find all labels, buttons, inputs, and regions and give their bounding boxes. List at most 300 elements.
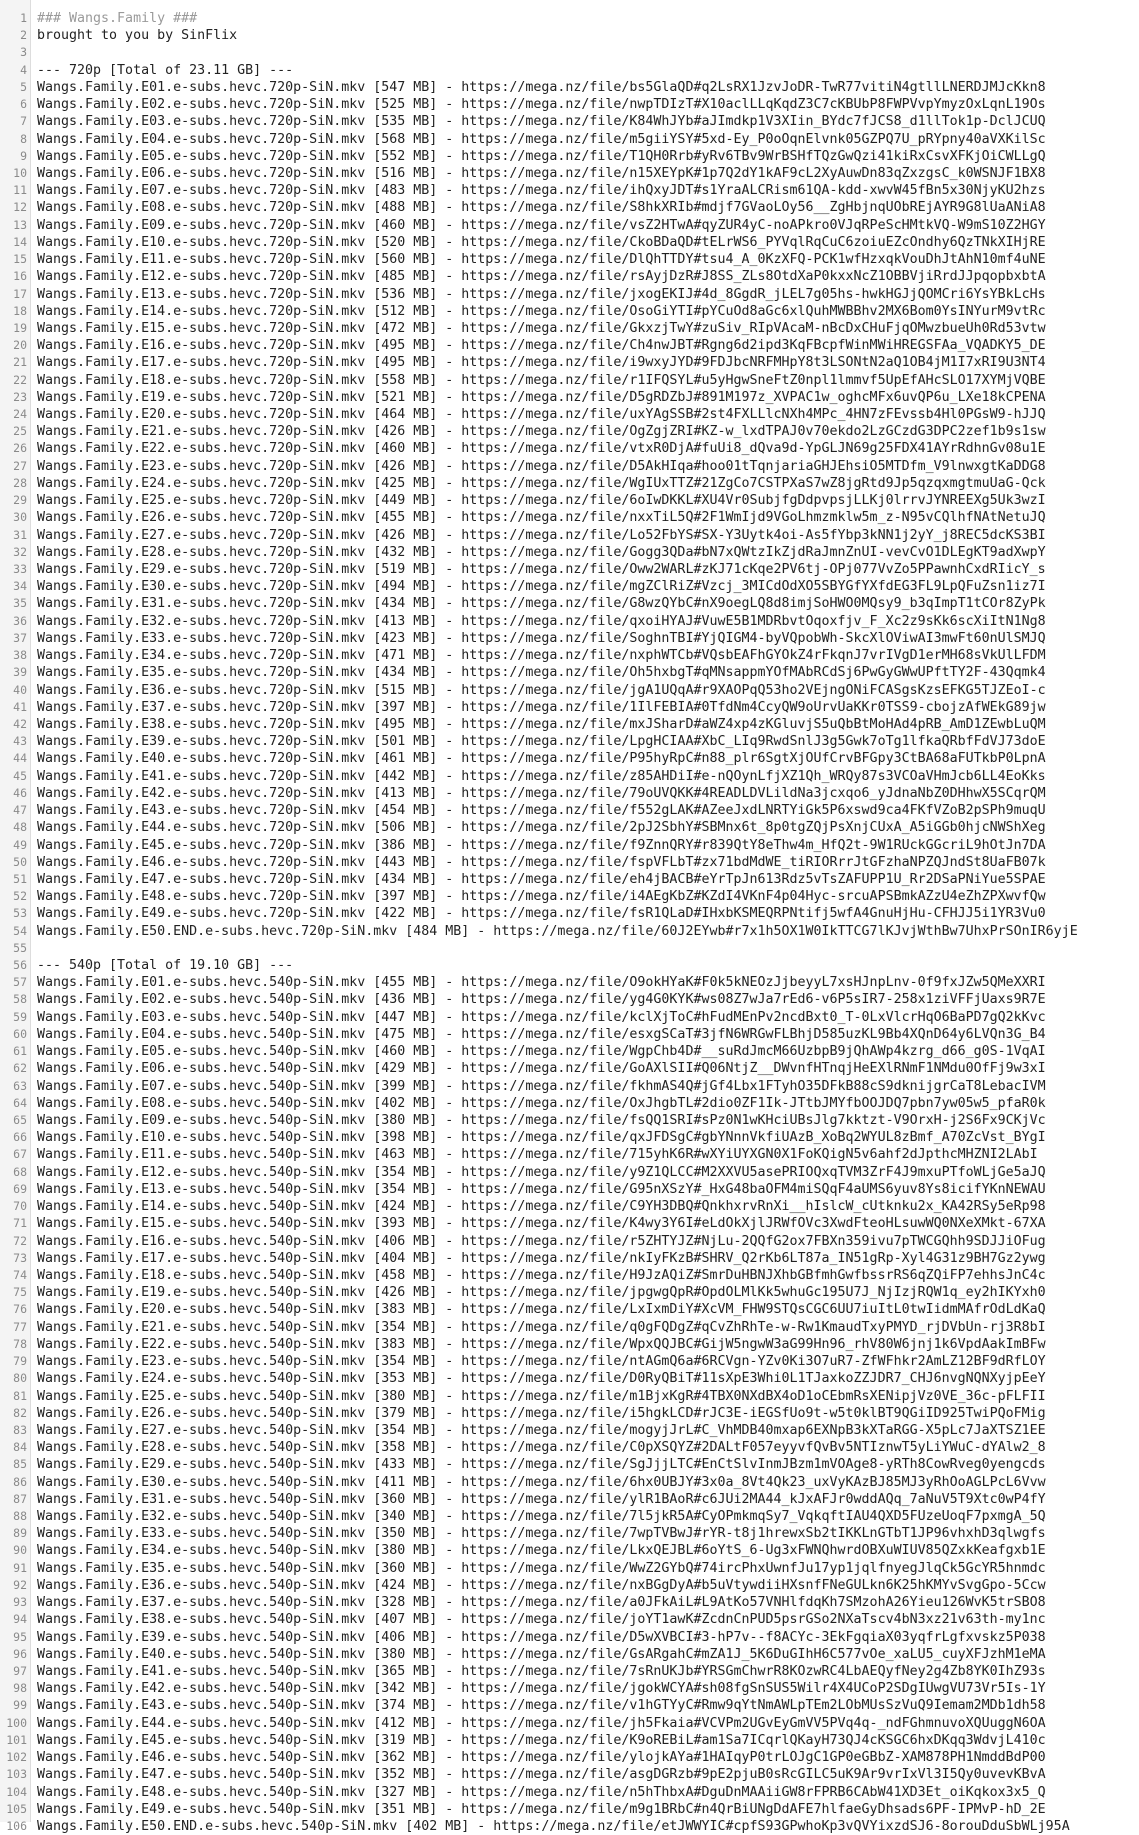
text-line[interactable] <box>0 1629 1139 1646</box>
text-line[interactable] <box>0 113 1139 130</box>
line-number: 58 <box>13 992 27 1007</box>
text-line[interactable] <box>0 578 1139 595</box>
line-number: 25 <box>13 424 27 439</box>
line-text: Wangs.Family.E46.e-subs.hevc.540p-SiN.mkv [362 MB] - https://mega.nz/file/ylojkAYa#1HAIqyP0trLOJgC1GP0eGBbZ-XAM878PH1NmddBdP00 <box>37 1750 1046 1766</box>
line-number: 51 <box>13 871 27 886</box>
line-number: 36 <box>13 613 27 628</box>
line-text: Wangs.Family.E19.e-subs.hevc.720p-SiN.mkv [521 MB] - https://mega.nz/file/D5gRDZbJ#891M197z_XVPAC1w_oghcMFx6uvQP6u_LXe18kCPENA <box>37 389 1046 405</box>
line-text: Wangs.Family.E41.e-subs.hevc.720p-SiN.mkv [442 MB] - https://mega.nz/file/z85AHDiI#e-nQOynLfjXZ1Qh_WRQy87s3VCOaVHmJcb6LL4EoKks <box>37 768 1046 784</box>
line-text: Wangs.Family.E15.e-subs.hevc.540p-SiN.mkv [393 MB] - https://mega.nz/file/K4wy3Y6I#eLdOkXjlJRWfOVc3XwdFteoHLsuwWQ0NXeXMkt-67XA <box>37 1216 1046 1232</box>
line-number: 33 <box>13 562 27 576</box>
text-line[interactable] <box>0 905 1139 922</box>
text-line[interactable] <box>0 1560 1139 1577</box>
line-text: Wangs.Family.E47.e-subs.hevc.540p-SiN.mkv [352 MB] - https://mega.nz/file/asgDGRzb#9pE2pjuB0sRcGILC5uK9Ar9vrIxVl3I5Qy0uvevKBvA <box>37 1767 1046 1783</box>
line-text: Wangs.Family.E24.e-subs.hevc.720p-SiN.mkv [425 MB] - https://mega.nz/file/WgIUxTTZ#21ZgCo7CSTPXaS7wZ8jgRtd9Jp5qzqxmgtmuUaG-Qck <box>37 475 1046 491</box>
text-line[interactable] <box>0 923 1139 940</box>
line-text: Wangs.Family.E02.e-subs.hevc.720p-SiN.mkv [525 MB] - https://mega.nz/file/nwpTDIzT#X10aclLLqKqdZ3C7cKBUbP8FWPVvpYmyzOxLqnL19Os <box>37 97 1046 113</box>
line-number: 2 <box>20 28 27 43</box>
line-text: Wangs.Family.E08.e-subs.hevc.540p-SiN.mkv [402 MB] - https://mega.nz/file/OxJhgbTL#2dio0ZF1Ik-JTtbJMYfbOOJDQ7pbn7yw05w5_pfaR0k <box>37 1095 1046 1111</box>
blank-line[interactable] <box>0 940 1139 957</box>
text-line[interactable] <box>0 1766 1139 1783</box>
line-text: Wangs.Family.E24.e-subs.hevc.540p-SiN.mkv [353 MB] - https://mega.nz/file/D0RyQBiT#11sXpE3Whi0L1TJaxkoZZJDR7_CHJ6nvgNQNXyjpEeY <box>37 1371 1046 1387</box>
text-line[interactable] <box>0 1784 1139 1801</box>
line-number: 93 <box>13 1595 27 1610</box>
text-line[interactable] <box>0 613 1139 630</box>
text-line[interactable] <box>0 1456 1139 1473</box>
line-text: Wangs.Family.E41.e-subs.hevc.540p-SiN.mkv [365 MB] - https://mega.nz/file/7sRnUKJb#YRSGmChwrR8KOzwRC4LbAEQyfNey2g4Zb8YK0IhZ93s <box>37 1664 1046 1679</box>
line-number: 5 <box>20 79 27 94</box>
line-text: Wangs.Family.E13.e-subs.hevc.720p-SiN.mkv [536 MB] - https://mega.nz/file/jxogEKIJ#4d_8GgdR_jLEL7g05hs-hwkHGJjQOMCri6YsYBkLcHs <box>37 286 1046 302</box>
line-number: 11 <box>13 183 27 198</box>
text-line[interactable] <box>0 337 1139 354</box>
line-text: Wangs.Family.E45.e-subs.hevc.540p-SiN.mkv [319 MB] - https://mega.nz/file/K9oREBiL#am1Sa7ICqrlQKayH73QJ4cKSGC6hxDKqq3WdvjL410c <box>37 1732 1046 1748</box>
line-text: Wangs.Family.E35.e-subs.hevc.720p-SiN.mkv [434 MB] - https://mega.nz/file/Oh5hxbgT#qMNsappmYOfMAbRCdSj6PwGyGWwUPftTY2F-43Qqmk4 <box>37 665 1046 681</box>
line-number: 68 <box>13 1164 27 1179</box>
text-line[interactable] <box>0 1715 1139 1732</box>
line-number: 14 <box>13 234 27 249</box>
line-number: 23 <box>13 389 27 404</box>
line-number: 72 <box>13 1233 27 1248</box>
text-line[interactable] <box>0 1422 1139 1439</box>
line-number: 100 <box>6 1715 27 1730</box>
line-text: Wangs.Family.E37.e-subs.hevc.540p-SiN.mkv [328 MB] - https://mega.nz/file/a0JFkAiL#L9AtKo57VNHlfdqKh7SMzohA26Yieu126WvK5trSBO8 <box>37 1595 1046 1611</box>
line-text: Wangs.Family.E09.e-subs.hevc.720p-SiN.mkv [460 MB] - https://mega.nz/file/vsZ2HTwA#qyZUR4yC-noAPkro0VJqRPeScHMtkVQ-W9mS10Z2HGY <box>37 217 1046 233</box>
text-line[interactable] <box>0 1577 1139 1594</box>
text-line[interactable] <box>0 561 1139 578</box>
line-number: 17 <box>13 286 27 301</box>
line-text: Wangs.Family.E48.e-subs.hevc.540p-SiN.mkv [327 MB] - https://mega.nz/file/n5hThbxA#DguDnMAAiiGW8rFPRB6CAbW41XD3Et_oiKqkox3x5_Q <box>37 1784 1046 1800</box>
line-text: Wangs.Family.E13.e-subs.hevc.540p-SiN.mkv [354 MB] - https://mega.nz/file/G95nXSzY#_HxG48baOFM4miSQqF4aUMS6yuv8Ys8icifYKnNEWAU <box>37 1181 1046 1197</box>
line-number: 66 <box>13 1130 27 1145</box>
line-text: Wangs.Family.E43.e-subs.hevc.720p-SiN.mkv [454 MB] - https://mega.nz/file/f552gLAK#AZeeJxdLNRTYiGk5P6xswd9ca4FKfVZoB2pSPh9muqU <box>37 803 1046 819</box>
text-line[interactable] <box>0 1439 1139 1456</box>
line-text: Wangs.Family.E48.e-subs.hevc.720p-SiN.mkv [397 MB] - https://mega.nz/file/i4AEgKbZ#KZdI4VKnF4p04Hyc-srcuAPSBmkAZzU4eZhZPXwvfQw <box>37 889 1046 905</box>
line-number: 92 <box>13 1577 27 1592</box>
line-number: 81 <box>13 1388 27 1403</box>
text-line[interactable] <box>0 492 1139 509</box>
line-number: 71 <box>13 1216 27 1231</box>
text-line[interactable] <box>0 1388 1139 1405</box>
line-text: Wangs.Family.E25.e-subs.hevc.540p-SiN.mkv [380 MB] - https://mega.nz/file/m1BjxKgR#4TBX0NXdBX4oD1oCEbmRsXENipjVz0VE_36c-pFLFII <box>37 1388 1046 1404</box>
text-line[interactable] <box>0 733 1139 750</box>
line-number: 3 <box>20 45 27 60</box>
line-number: 4 <box>20 62 27 77</box>
line-text: Wangs.Family.E11.e-subs.hevc.720p-SiN.mkv [560 MB] - https://mega.nz/file/DlQhTTDY#tsu4_A_0KzXFQ-PCK1wfHzxqkVouDhJtAhN10mf4uNE <box>37 252 1046 268</box>
text-line[interactable] <box>0 1129 1139 1146</box>
line-number: 12 <box>13 200 27 215</box>
text-line[interactable] <box>0 871 1139 888</box>
line-number: 89 <box>13 1526 27 1541</box>
line-number: 34 <box>13 579 27 594</box>
text-line[interactable] <box>0 1370 1139 1387</box>
text-line[interactable] <box>0 544 1139 561</box>
line-text: Wangs.Family.E02.e-subs.hevc.540p-SiN.mkv [436 MB] - https://mega.nz/file/yg4G0KYK#ws08Z7wJa7rEd6-v6P5sIR7-258x1ziVFFjUaxs9R7E <box>37 992 1046 1008</box>
line-text: Wangs.Family.E42.e-subs.hevc.720p-SiN.mkv [413 MB] - https://mega.nz/file/79oUVQKK#4READLDVLildNa3jcxqo6_yJdnaNbZ0DHhwX5SCqrQM <box>37 785 1046 801</box>
line-text: Wangs.Family.E06.e-subs.hevc.720p-SiN.mkv [516 MB] - https://mega.nz/file/n15XEYpK#1p7Q2dY1kAF9cL2XyAuwDn83qZxzgsC_k0WSNJF1BX8 <box>37 165 1046 181</box>
text-line[interactable] <box>0 1026 1139 1043</box>
line-number: 70 <box>13 1199 27 1214</box>
line-text: Wangs.Family.E20.e-subs.hevc.540p-SiN.mkv [383 MB] - https://mega.nz/file/LxIxmDiY#XcVM_FHW9STQsCGC6UU7iuItL0twIidmMAfrOdLdKaQ <box>37 1302 1046 1318</box>
line-text: Wangs.Family.E21.e-subs.hevc.540p-SiN.mkv [354 MB] - https://mega.nz/file/q0gFQDgZ#qCvZhRhTe-w-Rw1KmaudTxyPMYD_rjDVbUn-rj3R8bI <box>37 1319 1046 1335</box>
text-line[interactable] <box>0 1043 1139 1060</box>
line-text: Wangs.Family.E10.e-subs.hevc.540p-SiN.mkv [398 MB] - https://mega.nz/file/qxJFDSgC#gbYNnnVkfiUAzB_XoBq2WYUL8zBmf_A70ZcVst_BYgI <box>37 1130 1046 1146</box>
line-text: Wangs.Family.E26.e-subs.hevc.540p-SiN.mkv [379 MB] - https://mega.nz/file/i5hgkLCD#rJC3E-iEGSfUo9t-w5t0klBT9QGiID925TwiPQoFMig <box>37 1405 1046 1421</box>
line-text: Wangs.Family.E47.e-subs.hevc.720p-SiN.mkv [434 MB] - https://mega.nz/file/eh4jBACB#eYrTpJn613Rdz5vTsZAFUPP1U_Rr2DSaPNiYue5SPAE <box>37 871 1046 887</box>
text-line[interactable] <box>0 1233 1139 1250</box>
line-number: 50 <box>13 854 27 869</box>
line-number: 35 <box>13 596 27 611</box>
line-text: Wangs.Family.E03.e-subs.hevc.540p-SiN.mkv [447 MB] - https://mega.nz/file/kclXjToC#hFudMEnPv2ncdBxt0_T-0LxVlcrHqO6BaPD7gQ2kKvc <box>37 1009 1046 1025</box>
text-line[interactable] <box>0 1112 1139 1129</box>
line-text: Wangs.Family.E15.e-subs.hevc.720p-SiN.mkv [472 MB] - https://mega.nz/file/GkxzjTwY#zuSiv_RIpVAcaM-nBcDxCHuFjqOMwzbueUh0Rd53vtw <box>37 320 1046 336</box>
line-number: 10 <box>13 165 27 180</box>
line-number: 28 <box>13 475 27 490</box>
line-text: Wangs.Family.E19.e-subs.hevc.540p-SiN.mkv [426 MB] - https://mega.nz/file/jpgwgQpR#OpdOLMlKk5whuGc195U7J_NjIzjRQW1q_ey2hIKYxh0 <box>37 1285 1046 1301</box>
line-text: Wangs.Family.E28.e-subs.hevc.540p-SiN.mkv [358 MB] - https://mega.nz/file/C0pXSQYZ#2DALtF057eyyvfQvBv5NTIznwT5yLiYWuC-dYAlw2_8 <box>37 1440 1046 1456</box>
line-number: 39 <box>13 665 27 680</box>
line-number: 104 <box>6 1784 27 1799</box>
line-text: Wangs.Family.E39.e-subs.hevc.720p-SiN.mkv [501 MB] - https://mega.nz/file/LpgHCIAA#XbC_LIq9RwdSnlJ3g5Gwk7oTg1lfkaQRbfFdVJ73doE <box>37 734 1046 750</box>
line-number: 54 <box>13 923 27 938</box>
line-text: Wangs.Family.E22.e-subs.hevc.720p-SiN.mkv [460 MB] - https://mega.nz/file/vtxR0DjA#fuUi8_dQva9d-YpGLJN69g25FDX41AYrRdhnGv08u1E <box>37 441 1046 457</box>
line-number: 63 <box>13 1078 27 1093</box>
text-line[interactable] <box>0 819 1139 836</box>
text-line[interactable] <box>0 595 1139 612</box>
line-number: 37 <box>13 630 27 645</box>
text-line[interactable] <box>0 1405 1139 1422</box>
line-number: 47 <box>13 803 27 818</box>
line-text: Wangs.Family.E04.e-subs.hevc.540p-SiN.mkv [475 MB] - https://mega.nz/file/esxgSCaT#3jfN6WRGwFLBhjD585uzKL9Bb4XQnD64y6LVQn3G_B4 <box>37 1026 1046 1042</box>
text-line[interactable] <box>0 1198 1139 1215</box>
text-line[interactable] <box>0 423 1139 440</box>
text-line[interactable] <box>0 96 1139 113</box>
line-text: Wangs.Family.E42.e-subs.hevc.540p-SiN.mkv [342 MB] - https://mega.nz/file/jgokWCYA#sh08fgSnSUS5Wilr4X4UCoP2SDgIUwgVU73Vr5Is-1Y <box>37 1681 1046 1697</box>
text-line[interactable] <box>0 1611 1139 1628</box>
line-text: Wangs.Family.E30.e-subs.hevc.540p-SiN.mkv [411 MB] - https://mega.nz/file/6hx0UBJY#3x0a_8Vt4Qk23_uxVyKAzBJ85MJ3yRhOoAGLPcL6Vvw <box>37 1474 1046 1490</box>
line-number: 91 <box>13 1560 27 1575</box>
line-number: 102 <box>6 1750 27 1765</box>
text-line[interactable] <box>0 1474 1139 1491</box>
line-number: 57 <box>13 975 27 990</box>
line-text: brought to you by SinFlix <box>37 28 238 44</box>
line-number: 96 <box>13 1646 27 1661</box>
text-line[interactable] <box>0 234 1139 251</box>
line-text: Wangs.Family.E05.e-subs.hevc.720p-SiN.mkv [552 MB] - https://mega.nz/file/T1QH0Rrb#yRv6TBv9WrBSHfTQzGwQzi41kiRxCsvXFKjOiCWLLgQ <box>37 148 1046 164</box>
line-text: Wangs.Family.E25.e-subs.hevc.720p-SiN.mkv [449 MB] - https://mega.nz/file/6oIwDKKL#XU4Vr0SubjfgDdpvpsjLLKj0lrrvJYNREEXg5Uk3wzI <box>37 493 1046 509</box>
text-line[interactable] <box>0 1697 1139 1714</box>
line-number: 83 <box>13 1422 27 1437</box>
text-line[interactable] <box>0 1267 1139 1284</box>
line-number: 94 <box>13 1612 27 1627</box>
text-line[interactable] <box>0 1284 1139 1301</box>
line-number: 13 <box>13 217 27 232</box>
line-text: Wangs.Family.E20.e-subs.hevc.720p-SiN.mkv [464 MB] - https://mega.nz/file/uxYAgSSB#2st4FXLLlcNXh4MPc_4HN7zFEvssb4Hl0PGsW9-hJJQ <box>37 407 1046 423</box>
line-number: 26 <box>13 441 27 456</box>
line-number: 21 <box>13 355 27 370</box>
line-number: 85 <box>13 1457 27 1472</box>
line-number: 31 <box>13 527 27 542</box>
line-number: 7 <box>20 114 27 129</box>
line-number: 29 <box>13 493 27 508</box>
text-line[interactable] <box>0 991 1139 1008</box>
text-line[interactable] <box>0 974 1139 991</box>
text-line[interactable] <box>0 440 1139 457</box>
line-text: Wangs.Family.E30.e-subs.hevc.720p-SiN.mkv [494 MB] - https://mega.nz/file/mgZClRiZ#Vzcj_3MICdOdXO5SBYGfYXfdEG3FL9LpQFuZsn1iz7I <box>37 579 1046 595</box>
line-number: 43 <box>13 734 27 749</box>
line-number: 42 <box>13 716 27 731</box>
line-number: 48 <box>13 820 27 835</box>
text-line[interactable] <box>0 1663 1139 1680</box>
line-text: Wangs.Family.E10.e-subs.hevc.720p-SiN.mkv [520 MB] - https://mega.nz/file/CkoBDaQD#tELrWS6_PYVqlRqCuC6zoiuEZcOndhy6QzTNkXIHjRE <box>37 234 1046 250</box>
line-text: Wangs.Family.E36.e-subs.hevc.720p-SiN.mkv [515 MB] - https://mega.nz/file/jgA1UQqA#r9XAOPqQ53ho2VEjngONiFCASgsKzsEFKG5TJZEoI-c <box>37 682 1046 698</box>
line-number: 60 <box>13 1026 27 1041</box>
text-line[interactable] <box>0 1594 1139 1611</box>
line-number: 103 <box>6 1767 27 1782</box>
line-text <box>30 44 1139 61</box>
line-number: 56 <box>13 958 27 973</box>
text-line[interactable] <box>0 699 1139 716</box>
text-line[interactable] <box>0 1181 1139 1198</box>
text-line[interactable] <box>0 1009 1139 1026</box>
text-line[interactable] <box>0 785 1139 802</box>
line-number: 16 <box>13 269 27 284</box>
line-number: 62 <box>13 1061 27 1076</box>
line-number: 22 <box>13 372 27 387</box>
line-text <box>30 940 1139 957</box>
text-line[interactable] <box>0 1680 1139 1697</box>
line-text: Wangs.Family.E27.e-subs.hevc.540p-SiN.mkv [354 MB] - https://mega.nz/file/mogyjJrL#C_VhMDB40mxap6EXNpB3kXTaRGG-X5pLc7JaXTSZ1EE <box>37 1422 1046 1438</box>
text-line[interactable] <box>0 475 1139 492</box>
text-line[interactable] <box>0 372 1139 389</box>
line-number: 15 <box>13 252 27 267</box>
text-line[interactable] <box>0 1060 1139 1077</box>
text-line[interactable] <box>0 957 1139 974</box>
line-number: 74 <box>13 1267 27 1282</box>
line-number: 99 <box>13 1698 27 1713</box>
text-line[interactable] <box>0 286 1139 303</box>
text-line[interactable] <box>0 1319 1139 1336</box>
text-line[interactable] <box>0 1801 1139 1818</box>
text-line[interactable] <box>0 1525 1139 1542</box>
text-line[interactable] <box>0 682 1139 699</box>
line-text: Wangs.Family.E49.e-subs.hevc.540p-SiN.mkv [351 MB] - https://mega.nz/file/m9g1BRbC#n4QrBiUNgDdAFE7hlfaeGyDhsads6PF-IPMvP-hD_2E <box>37 1801 1046 1817</box>
line-number: 44 <box>13 751 27 766</box>
text-line[interactable] <box>0 1353 1139 1370</box>
text-line[interactable] <box>0 854 1139 871</box>
text-line[interactable] <box>0 406 1139 423</box>
line-number: 67 <box>13 1147 27 1162</box>
line-number: 61 <box>13 1044 27 1059</box>
line-text: Wangs.Family.E16.e-subs.hevc.540p-SiN.mkv [406 MB] - https://mega.nz/file/r5ZHTYJZ#NjLu-2QQfG2ox7FBXn359ivu7pTWCGQhh9SDJJiOFug <box>37 1233 1046 1249</box>
text-line[interactable] <box>0 10 1139 27</box>
line-number: 41 <box>13 699 27 714</box>
line-text: --- 540p [Total of 19.10 GB] --- <box>37 958 294 974</box>
text-line[interactable] <box>0 62 1139 79</box>
line-text: Wangs.Family.E07.e-subs.hevc.720p-SiN.mkv [483 MB] - https://mega.nz/file/ihQxyJDT#s1YraALCRism61QA-kdd-xwvW45fBn5x30NjyKU2hzs <box>37 183 1046 199</box>
text-lines <box>0 10 1139 1835</box>
line-text: Wangs.Family.E08.e-subs.hevc.720p-SiN.mkv [488 MB] - https://mega.nz/file/S8hkXRIb#mdjf7GVaoLOy56__ZgHbjnqUObREjAYR9G8lUaANiA8 <box>37 200 1046 216</box>
line-number: 79 <box>13 1354 27 1369</box>
text-line[interactable] <box>0 199 1139 216</box>
text-line[interactable] <box>0 802 1139 819</box>
line-text: Wangs.Family.E31.e-subs.hevc.720p-SiN.mkv [434 MB] - https://mega.nz/file/G8wzQYbC#nX9oegLQ8d8imjSoHWO0MQsy9_b3qImpT1tCOr8ZyPk <box>37 596 1046 612</box>
text-line[interactable] <box>0 888 1139 905</box>
line-text: Wangs.Family.E50.END.e-subs.hevc.540p-SiN.mkv [402 MB] - https://mega.nz/file/etJWWYIC#cpfS93GPwhoKp3vQVYixzdSJ6-8orouDduSbWLj95A <box>37 1818 1070 1834</box>
line-text: Wangs.Family.E17.e-subs.hevc.720p-SiN.mkv [495 MB] - https://mega.nz/file/i9wxyJYD#9FDJbcNRFMHpY8t3LSONtN2aQ1OB4jM1I7xRI9U3NT4 <box>37 355 1046 371</box>
line-number: 32 <box>13 544 27 559</box>
text-line[interactable] <box>0 1301 1139 1318</box>
line-text: Wangs.Family.E38.e-subs.hevc.540p-SiN.mkv [407 MB] - https://mega.nz/file/joYT1awK#ZcdnCnPUD5psrGSo2NXaTscv4bN3xz21v63th-my1nc <box>37 1612 1046 1628</box>
line-number: 27 <box>13 458 27 473</box>
line-text: Wangs.Family.E14.e-subs.hevc.540p-SiN.mkv [424 MB] - https://mega.nz/file/C9YH3DBQ#QnkhxrvRnXi__hIslcW_cUtknku2x_KA42RSy5eRp98 <box>37 1199 1046 1215</box>
line-text: Wangs.Family.E27.e-subs.hevc.720p-SiN.mkv [426 MB] - https://mega.nz/file/Lo52FbYS#SX-Y3Uytk4oi-As5fYbp3kNN1j2yY_j8REC5dcKS3BI <box>37 527 1046 543</box>
line-text: Wangs.Family.E36.e-subs.hevc.540p-SiN.mkv [424 MB] - https://mega.nz/file/nxBGgDyA#b5uVtywdiiHXsnfFNeGULkn6K25hKMYvSvgGpo-5Ccw <box>37 1577 1046 1593</box>
line-text: Wangs.Family.E26.e-subs.hevc.720p-SiN.mkv [455 MB] - https://mega.nz/file/nxxTiL5Q#2F1WmIjd9VGoLhmzmklw5m_z-N95vCQlhfNAtNetuJQ <box>37 510 1046 526</box>
line-number: 73 <box>13 1250 27 1265</box>
line-number: 38 <box>13 648 27 663</box>
text-line[interactable] <box>0 251 1139 268</box>
line-text: Wangs.Family.E35.e-subs.hevc.540p-SiN.mkv [360 MB] - https://mega.nz/file/WwZ2GYbQ#74ircPhxUwnfJu17yp1jqlfnyegJlqCk5GcYR5hnmdc <box>37 1560 1046 1576</box>
line-number: 49 <box>13 837 27 852</box>
text-line[interactable] <box>0 165 1139 182</box>
line-text: Wangs.Family.E05.e-subs.hevc.540p-SiN.mkv [460 MB] - https://mega.nz/file/WgpChb4D#__suRdJmcM66UzbpB9jQhAWp4kzrg_d66_g0S-1VqAI <box>37 1044 1046 1060</box>
line-number: 82 <box>13 1405 27 1420</box>
blank-line[interactable] <box>0 44 1139 61</box>
line-number: 80 <box>13 1371 27 1386</box>
line-text: Wangs.Family.E22.e-subs.hevc.540p-SiN.mkv [383 MB] - https://mega.nz/file/WpxQQJBC#GijW5ngwW3aG99Hn96_rhV80W6jnj1k6VpdAakImBFw <box>37 1336 1046 1352</box>
line-text: Wangs.Family.E07.e-subs.hevc.540p-SiN.mkv [399 MB] - https://mega.nz/file/fkhmAS4Q#jGf4Lbx1FTyhO35DFkB88cS9dknijgrCaT8LebacIVM <box>37 1078 1046 1094</box>
text-line[interactable] <box>0 79 1139 96</box>
line-number: 101 <box>6 1732 27 1747</box>
text-line[interactable] <box>0 354 1139 371</box>
line-number: 24 <box>13 407 27 422</box>
line-number: 86 <box>13 1474 27 1489</box>
line-text: Wangs.Family.E44.e-subs.hevc.720p-SiN.mkv [506 MB] - https://mega.nz/file/2pJ2SbhY#SBMnx6t_8p0tgZQjPsXnjCUxA_A5iGGb0hjcNWShXeg <box>37 820 1046 836</box>
line-text: Wangs.Family.E45.e-subs.hevc.720p-SiN.mkv [386 MB] - https://mega.nz/file/f9ZnnQRY#r839QtY8eThw4m_HfQ2t-9W1RUckGGcriL9hOtJn7DA <box>37 837 1046 853</box>
line-text: Wangs.Family.E29.e-subs.hevc.540p-SiN.mkv [433 MB] - https://mega.nz/file/SgJjjLTC#EnCtSlvInmJBzm1mVOAge8-yRTh8CowRveg0yengcds <box>37 1457 1046 1473</box>
line-text: --- 720p [Total of 23.11 GB] --- <box>37 62 294 78</box>
line-text: Wangs.Family.E11.e-subs.hevc.540p-SiN.mkv [463 MB] - https://mega.nz/file/715yhK6R#wXYiUYXGN0X1FoKQigN5v6ahf2dJpthcMHZNI2LAbI <box>37 1147 1038 1163</box>
text-line[interactable] <box>0 1491 1139 1508</box>
text-line[interactable] <box>0 750 1139 767</box>
text-line[interactable] <box>0 1336 1139 1353</box>
text-line[interactable] <box>0 458 1139 475</box>
text-line[interactable] <box>0 1146 1139 1163</box>
text-line[interactable] <box>0 630 1139 647</box>
line-number: 55 <box>13 940 27 955</box>
text-line[interactable] <box>0 1508 1139 1525</box>
text-line[interactable] <box>0 527 1139 544</box>
line-text: Wangs.Family.E03.e-subs.hevc.720p-SiN.mkv [535 MB] - https://mega.nz/file/K84WhJYb#aJImdkp1V3XIin_BYdc7fJCS8_d1llTok1p-DclJCUQ <box>37 114 1046 130</box>
line-number: 75 <box>13 1285 27 1300</box>
line-text: Wangs.Family.E34.e-subs.hevc.720p-SiN.mkv [471 MB] - https://mega.nz/file/nxphWTCb#VQsbEAFhGYOkZ4rFkqnJ7vrIVgD1erMH68sVkUlLFDM <box>37 648 1046 664</box>
line-text: Wangs.Family.E28.e-subs.hevc.720p-SiN.mkv [432 MB] - https://mega.nz/file/Gogg3QDa#bN7xQWtzIkZjdRaJmnZnUI-vevCvO1DLEgKT9adXwpY <box>37 544 1046 560</box>
line-number: 88 <box>13 1509 27 1524</box>
line-text: Wangs.Family.E01.e-subs.hevc.720p-SiN.mkv [547 MB] - https://mega.nz/file/bs5GlaQD#q2LsRX1JzvJoDR-TwR77vitiN4gtllLNERDJMJcKkn8 <box>37 79 1046 95</box>
text-line[interactable] <box>0 268 1139 285</box>
line-text: Wangs.Family.E32.e-subs.hevc.540p-SiN.mkv [340 MB] - https://mega.nz/file/7l5jkR5A#CyOPmkmqSy7_VqkqftIAU4QXD5FUzeUoqF7pxmgA_5Q <box>37 1509 1046 1525</box>
text-line[interactable] <box>0 1215 1139 1232</box>
text-line[interactable] <box>0 1818 1139 1835</box>
line-number: 59 <box>13 1009 27 1024</box>
line-text: Wangs.Family.E33.e-subs.hevc.540p-SiN.mkv [350 MB] - https://mega.nz/file/7wpTVBwJ#rYR-t8j1hrewxSb2tIKKLnGTbT1JP96vhxhD3qlwgfs <box>37 1526 1046 1542</box>
text-line[interactable] <box>0 303 1139 320</box>
line-number: 9 <box>20 148 27 163</box>
line-number: 40 <box>13 682 27 697</box>
line-number: 6 <box>20 97 27 112</box>
line-number: 30 <box>13 510 27 525</box>
line-text: Wangs.Family.E43.e-subs.hevc.540p-SiN.mkv [374 MB] - https://mega.nz/file/v1hGTYyC#Rmw9qYtNmAWLpTEm2LObMUsSzVuQ9Iemam2MDb1dh58 <box>37 1698 1046 1714</box>
line-number: 8 <box>20 131 27 146</box>
line-text: Wangs.Family.E23.e-subs.hevc.540p-SiN.mkv [354 MB] - https://mega.nz/file/ntAGmQ6a#6RCVgn-YZv0Ki3O7uR7-ZfWFhkr2AmLZ12BF9dRfLOY <box>37 1354 1046 1370</box>
line-number: 97 <box>13 1664 27 1678</box>
line-number: 65 <box>13 1113 27 1127</box>
line-number: 64 <box>13 1095 27 1110</box>
line-number: 106 <box>6 1818 27 1833</box>
line-number: 95 <box>13 1629 27 1644</box>
line-text: Wangs.Family.E44.e-subs.hevc.540p-SiN.mkv [412 MB] - https://mega.nz/file/jh5Fkaia#VCVPm2UGvEyGmVV5PVq4q-_ndFGhmnuvoXQUuggN6OA <box>37 1715 1046 1731</box>
text-line[interactable] <box>0 1542 1139 1559</box>
line-text: Wangs.Family.E40.e-subs.hevc.720p-SiN.mkv [461 MB] - https://mega.nz/file/P95hyRpC#n88_plr6SgtXjOUfCrvBFGpy3CtBA68aFUTkbP0LpnA <box>37 751 1046 767</box>
text-line[interactable] <box>0 1732 1139 1749</box>
line-text: Wangs.Family.E04.e-subs.hevc.720p-SiN.mkv [568 MB] - https://mega.nz/file/m5giiYSY#5xd-Ey_P0oOqnElvnk05GZPQ7U_pRYpny40aVXKilSc <box>37 131 1046 147</box>
text-line[interactable] <box>0 509 1139 526</box>
line-number: 78 <box>13 1336 27 1351</box>
text-line[interactable] <box>0 837 1139 854</box>
line-number: 45 <box>13 768 27 783</box>
line-text: Wangs.Family.E33.e-subs.hevc.720p-SiN.mkv [423 MB] - https://mega.nz/file/SoghnTBI#YjQIGM4-byVQpobWh-SkcXlOViwAI3mwFt60nUlSMJQ <box>37 630 1046 646</box>
line-text: Wangs.Family.E39.e-subs.hevc.540p-SiN.mkv [406 MB] - https://mega.nz/file/D5wXVBCI#3-hP7v--f8ACYc-3EkFgqiaX03yqfrLgfxvskz5P038 <box>37 1629 1046 1645</box>
line-number: 90 <box>13 1543 27 1558</box>
line-text: Wangs.Family.E16.e-subs.hevc.720p-SiN.mkv [495 MB] - https://mega.nz/file/Ch4nwJBT#Rgng6d2ipd3KqFBcpfWinMWiHREGSFAa_VQADKY5_DE <box>37 338 1046 354</box>
line-text: Wangs.Family.E32.e-subs.hevc.720p-SiN.mkv [413 MB] - https://mega.nz/file/qxoiHYAJ#VuwE5B1MDRbvtOqoxfjv_F_Xc2z9sKk6scXiItN1Ng8 <box>37 613 1046 629</box>
text-line[interactable] <box>0 320 1139 337</box>
text-line[interactable] <box>0 1095 1139 1112</box>
text-line[interactable] <box>0 389 1139 406</box>
text-line[interactable] <box>0 217 1139 234</box>
text-line[interactable] <box>0 1078 1139 1095</box>
text-line[interactable] <box>0 1164 1139 1181</box>
line-text: Wangs.Family.E37.e-subs.hevc.720p-SiN.mkv [397 MB] - https://mega.nz/file/1IlFEBIA#0TfdNm4CcyQW9oUrvUaKKr0TSS9-cbojzAfWEkG89jw <box>37 699 1046 715</box>
line-text: ### Wangs.Family ### <box>37 11 198 26</box>
line-number: 53 <box>13 906 27 921</box>
text-line[interactable] <box>0 1250 1139 1267</box>
text-line[interactable] <box>0 664 1139 681</box>
line-number: 18 <box>13 303 27 318</box>
text-line[interactable] <box>0 647 1139 664</box>
text-line[interactable] <box>0 131 1139 148</box>
line-text: Wangs.Family.E09.e-subs.hevc.540p-SiN.mkv [380 MB] - https://mega.nz/file/fsQQ1SRI#sPz0N1wKHciUBsJlg7kktzt-V9OrxH-j2S6Fx9CKjVc <box>37 1113 1046 1128</box>
line-number: 20 <box>13 338 27 353</box>
line-number: 19 <box>13 320 27 335</box>
text-line[interactable] <box>0 768 1139 785</box>
line-text: Wangs.Family.E12.e-subs.hevc.540p-SiN.mkv [354 MB] - https://mega.nz/file/y9Z1QLCC#M2XXVU5asePRIOQxqTVM3ZrF4J9mxuPTfoWLjGe5aJQ <box>37 1164 1046 1180</box>
text-line[interactable] <box>0 1749 1139 1766</box>
text-line[interactable] <box>0 716 1139 733</box>
text-line[interactable] <box>0 148 1139 165</box>
text-line[interactable] <box>0 1646 1139 1663</box>
line-text: Wangs.Family.E06.e-subs.hevc.540p-SiN.mkv [429 MB] - https://mega.nz/file/GoAXlSII#Q06NtjZ__DWvnfHTnqjHeEXlRNmF1NMdu0OfFj9w3xI <box>37 1061 1046 1077</box>
line-text: Wangs.Family.E38.e-subs.hevc.720p-SiN.mkv [495 MB] - https://mega.nz/file/mxJSharD#aWZ4xp4zKGluvjS5uQbBtMoHAd4pRB_AmD1ZEwbLuQM <box>37 716 1046 732</box>
line-text: Wangs.Family.E12.e-subs.hevc.720p-SiN.mkv [485 MB] - https://mega.nz/file/rsAyjDzR#J8SS_ZLs8OtdXaP0kxxNcZ1OBBVjiRrdJJpqopbxbtA <box>37 269 1046 285</box>
line-text: Wangs.Family.E23.e-subs.hevc.720p-SiN.mkv [426 MB] - https://mega.nz/file/D5AkHIqa#hoo01tTqnjariaGHJEhsiO5MTDfm_V9lnwxgtKaDDG8 <box>37 458 1046 474</box>
text-line[interactable] <box>0 182 1139 199</box>
line-number: 46 <box>13 785 27 800</box>
text-line[interactable] <box>0 27 1139 44</box>
line-text: Wangs.Family.E14.e-subs.hevc.720p-SiN.mkv [512 MB] - https://mega.nz/file/OsoGiYTI#pYCuOd8aGc6xlQuhMWBBhv2MX6Bom0YsINYurM9vtRc <box>37 303 1046 319</box>
line-number: 98 <box>13 1681 27 1696</box>
line-number: 77 <box>13 1319 27 1334</box>
